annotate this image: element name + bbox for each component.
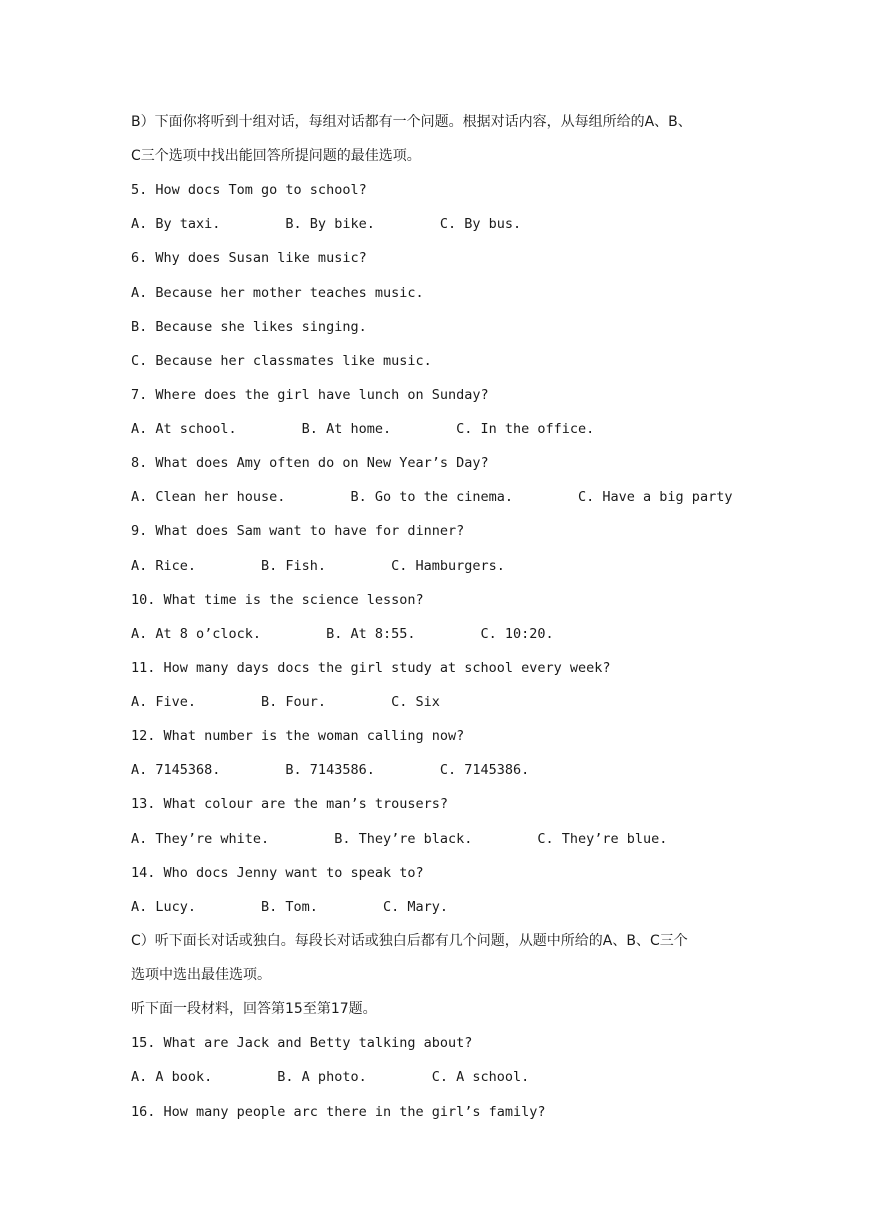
question-6-option-b: B. Because she likes singing. bbox=[131, 319, 367, 335]
question-11-options: A. Five. B. Four. C. Six bbox=[131, 694, 440, 710]
section-c-intro-line-1: C）听下面长对话或独白。每段长对话或独白后都有几个问题，从题中所给的A、B、C三个 bbox=[131, 933, 688, 949]
question-13-options: A. They’re white. B. They’re black. C. They’re blue. bbox=[131, 831, 668, 847]
question-10: 10. What time is the science lesson? bbox=[131, 592, 424, 608]
section-b-intro-line-2: C三个选项中找出能回答所提问题的最佳选项。 bbox=[131, 148, 421, 164]
section-c-intro-line-2: 选项中选出最佳选项。 bbox=[131, 967, 271, 983]
section-c-instruction: 听下面一段材料，回答第15至第17题。 bbox=[131, 1001, 377, 1017]
question-15-options: A. A book. B. A photo. C. A school. bbox=[131, 1069, 530, 1085]
question-7: 7. Where does the girl have lunch on Sunday? bbox=[131, 387, 489, 403]
question-11: 11. How many days docs the girl study at school every week? bbox=[131, 660, 611, 676]
question-12-options: A. 7145368. B. 7143586. C. 7145386. bbox=[131, 762, 530, 778]
question-6-option-c: C. Because her classmates like music. bbox=[131, 353, 432, 369]
question-6-option-a: A. Because her mother teaches music. bbox=[131, 285, 424, 301]
question-5: 5. How docs Tom go to school? bbox=[131, 182, 367, 198]
section-b-intro-line-1: B）下面你将听到十组对话，每组对话都有一个问题。根据对话内容，从每组所给的A、B、 bbox=[131, 114, 692, 130]
question-8: 8. What does Amy often do on New Year’s Day? bbox=[131, 455, 489, 471]
question-5-options: A. By taxi. B. By bike. C. By bus. bbox=[131, 216, 522, 232]
question-6: 6. Why does Susan like music? bbox=[131, 250, 367, 266]
question-10-options: A. At 8 o’clock. B. At 8:55. C. 10:20. bbox=[131, 626, 554, 642]
question-8-options: A. Clean her house. B. Go to the cinema. C. Have a big party bbox=[131, 489, 733, 505]
question-12: 12. What number is the woman calling now? bbox=[131, 728, 465, 744]
question-15: 15. What are Jack and Betty talking about? bbox=[131, 1035, 473, 1051]
question-9-options: A. Rice. B. Fish. C. Hamburgers. bbox=[131, 558, 505, 574]
question-14-options: A. Lucy. B. Tom. C. Mary. bbox=[131, 899, 448, 915]
question-7-options: A. At school. B. At home. C. In the office. bbox=[131, 421, 595, 437]
question-13: 13. What colour are the man’s trousers? bbox=[131, 796, 448, 812]
question-16: 16. How many people arc there in the girl’s family? bbox=[131, 1104, 546, 1120]
question-14: 14. Who docs Jenny want to speak to? bbox=[131, 865, 424, 881]
question-9: 9. What does Sam want to have for dinner? bbox=[131, 523, 465, 539]
